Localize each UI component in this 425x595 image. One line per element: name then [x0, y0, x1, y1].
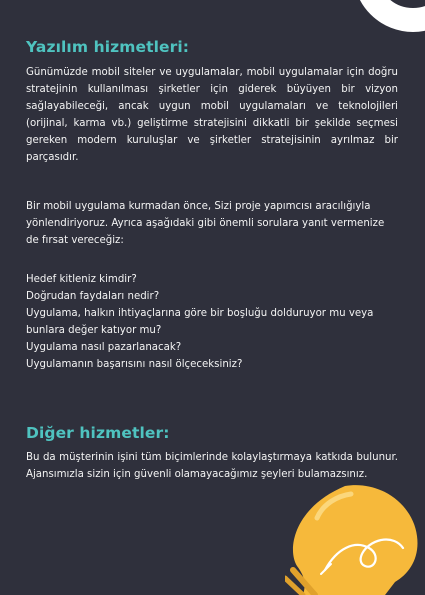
software-intro-paragraph: Günümüzde mobil siteler ve uygulamalar, mobil uygulamalar için doğru stratejinin kullanılması şirketler için giderek büyüyen bir vizyon sağlayabileceği, ancak uygun mobil uygulamaları ve teknolojileri (orijinal, karma vb.) geliştirme stratejisini dikkatli bir şekilde seçmesi gereken modern kuruluşlar ve şirketler stratejisinin ayrılmaz bir parçasıdır. [26, 67, 398, 163]
lightbulb-icon [285, 478, 425, 595]
software-services-title: Yazılım hizmetleri: [26, 38, 190, 56]
decorative-arc-icon [353, 0, 425, 32]
list-item: Uygulama, halkın ihtiyaçlarına göre bir boşluğu dolduruyor mu veya bunlara değer katıyor mu? [26, 308, 374, 336]
list-item: Doğrudan faydaları nedir? [26, 291, 160, 302]
other-services-title: Diğer hizmetler: [26, 424, 170, 442]
software-approach-paragraph: Bir mobil uygulama kurmadan önce, Sizi proje yapımcısı aracılığıyla yönlendiriyoruz. Ayrıca aşağıdaki gibi önemli sorulara yanıt vermenize de fırsat vereceğiz: [26, 201, 385, 246]
list-item: Uygulamanın başarısını nasıl ölçeceksiniz? [26, 359, 243, 370]
list-item: Hedef kitleniz kimdir? [26, 274, 137, 285]
question-list [26, 271, 398, 373]
other-services-paragraph: Bu da müşterinin işini tüm biçimlerinde kolaylaştırmaya katkıda bulunur. Ajansımızla sizin için güvenli olamayacağımız şeyleri bulamazsınız. [26, 452, 398, 480]
list-item: Uygulama nasıl pazarlanacak? [26, 342, 182, 353]
